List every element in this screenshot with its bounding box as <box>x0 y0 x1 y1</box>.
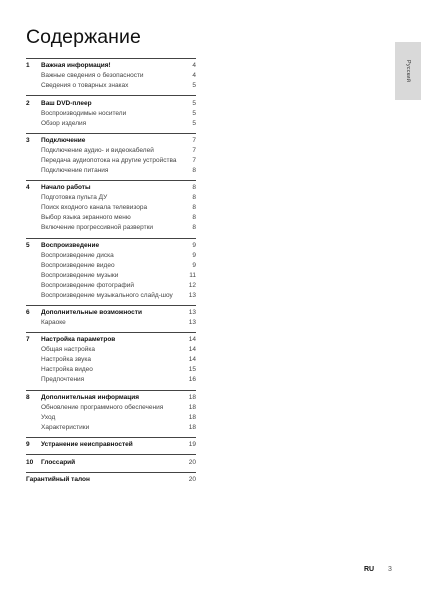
entry-page-number: 13 <box>188 319 196 327</box>
section-number: 9 <box>26 441 30 449</box>
section-title: Глоссарий <box>41 458 76 466</box>
entry-title: Передача аудиопотока на другие устройства <box>41 156 177 164</box>
entry-page-number: 8 <box>192 204 196 212</box>
entry-title: Обзор изделия <box>41 119 87 127</box>
entry-page-number: 4 <box>192 72 196 80</box>
section-number: 6 <box>26 309 30 317</box>
entry-title: Воспроизведение диска <box>41 251 114 259</box>
entry-title: Подключение аудио- и видеокабелей <box>41 146 154 154</box>
toc-entry[interactable] <box>26 251 196 261</box>
entry-title: Настройка видео <box>41 366 93 374</box>
entry-title: Поиск входного канала телевизора <box>41 204 148 212</box>
language-side-tab-label: Русский <box>405 59 411 83</box>
toc-entry[interactable] <box>26 261 196 271</box>
entry-page-number: 8 <box>192 224 196 232</box>
toc-section-heading[interactable] <box>26 458 196 468</box>
toc-entry[interactable] <box>26 403 196 413</box>
toc-section-heading[interactable] <box>26 241 196 251</box>
entry-page-number: 14 <box>188 346 196 354</box>
language-side-tab <box>395 42 421 100</box>
entry-page-number: 9 <box>192 251 196 259</box>
toc-entry[interactable] <box>26 375 196 385</box>
entry-title: Выбор языка экранного меню <box>41 214 131 222</box>
toc-section <box>26 473 196 489</box>
entry-page-number: 12 <box>188 281 196 289</box>
section-page-number: 13 <box>188 309 196 317</box>
entry-title: Предпочтения <box>41 376 85 384</box>
toc-section-heading[interactable] <box>26 440 196 450</box>
entry-page-number: 7 <box>192 156 196 164</box>
toc-section <box>26 333 196 389</box>
section-title: Ваш DVD-плеер <box>41 99 92 107</box>
section-page-number: 7 <box>192 136 196 144</box>
entry-page-number: 18 <box>188 423 196 431</box>
section-page-number: 20 <box>188 475 196 483</box>
section-title: Начало работы <box>41 184 91 192</box>
entry-title: Сведения о товарных знаках <box>41 82 129 90</box>
entry-title: Подключение питания <box>41 166 109 174</box>
entry-title: Воспроизводимые носители <box>41 109 127 117</box>
section-number: 4 <box>26 184 30 192</box>
entry-page-number: 8 <box>192 166 196 174</box>
section-number: 2 <box>26 99 30 107</box>
section-number: 5 <box>26 241 30 249</box>
section-page-number: 20 <box>188 458 196 466</box>
entry-title: Обновление программного обеспечения <box>41 403 164 411</box>
toc-section <box>26 96 196 132</box>
entry-title: Воспроизведение музыкального слайд-шоу <box>41 291 173 299</box>
toc-entry[interactable] <box>26 166 196 176</box>
toc-entry[interactable] <box>26 413 196 423</box>
entry-page-number: 14 <box>188 356 196 364</box>
toc-entry[interactable] <box>26 423 196 433</box>
footer-page-number: 3 <box>388 566 392 573</box>
entry-title: Общая настройка <box>41 346 95 354</box>
section-title: Дополнительные возможности <box>41 309 142 317</box>
section-page-number: 4 <box>192 62 196 70</box>
toc-section-heading[interactable] <box>26 99 196 109</box>
section-page-number: 19 <box>188 441 196 449</box>
section-title: Гарантийный талон <box>26 475 90 483</box>
section-title: Подключение <box>41 136 86 144</box>
entry-page-number: 8 <box>192 214 196 222</box>
toc-section-heading[interactable] <box>26 335 196 345</box>
section-number: 10 <box>26 458 34 466</box>
toc-entry[interactable] <box>26 109 196 119</box>
section-title: Воспроизведение <box>41 241 100 249</box>
toc-section-heading[interactable] <box>26 136 196 146</box>
toc-entry[interactable] <box>26 345 196 355</box>
toc-section-heading[interactable] <box>26 183 196 193</box>
section-number: 3 <box>26 136 30 144</box>
toc-entry[interactable] <box>26 213 196 223</box>
toc-entry[interactable] <box>26 281 196 291</box>
section-page-number: 9 <box>192 241 196 249</box>
entry-page-number: 5 <box>192 109 196 117</box>
entry-page-number: 8 <box>192 194 196 202</box>
toc-entry[interactable] <box>26 119 196 129</box>
section-number: 8 <box>26 393 30 401</box>
entry-page-number: 5 <box>192 82 196 90</box>
entry-page-number: 11 <box>189 271 196 279</box>
toc-entry[interactable] <box>26 81 196 91</box>
toc-section-heading[interactable] <box>26 475 196 485</box>
toc-entry[interactable] <box>26 271 196 281</box>
toc-entry[interactable] <box>26 365 196 375</box>
toc-section <box>26 438 196 454</box>
entry-title: Караоке <box>41 319 66 327</box>
toc-entry[interactable] <box>26 318 196 328</box>
entry-title: Воспроизведение фотографий <box>41 281 135 289</box>
entry-title: Характеристики <box>41 423 90 431</box>
toc-section <box>26 134 196 180</box>
section-page-number: 14 <box>188 336 196 344</box>
section-title: Важная информация! <box>41 62 111 70</box>
section-page-number: 8 <box>192 184 196 192</box>
footer-language-code: RU <box>364 566 375 573</box>
entry-page-number: 7 <box>192 146 196 154</box>
section-page-number: 18 <box>188 393 196 401</box>
entry-page-number: 9 <box>192 261 196 269</box>
toc-section <box>26 391 196 437</box>
entry-page-number: 18 <box>188 403 196 411</box>
toc-entry[interactable] <box>26 223 196 233</box>
toc-entry[interactable] <box>26 193 196 203</box>
toc-section <box>26 455 196 471</box>
toc-entry[interactable] <box>26 71 196 81</box>
toc-section-heading[interactable] <box>26 308 196 318</box>
entry-title: Настройка звука <box>41 356 91 364</box>
toc-entry[interactable] <box>26 355 196 365</box>
toc-section <box>26 59 196 95</box>
toc-entry[interactable] <box>26 291 196 301</box>
toc-entry[interactable] <box>26 203 196 213</box>
section-page-number: 5 <box>192 99 196 107</box>
toc-section-heading[interactable] <box>26 61 196 71</box>
entry-page-number: 13 <box>188 291 196 299</box>
entry-title: Воспроизведение музыки <box>41 271 119 279</box>
entry-page-number: 15 <box>188 366 196 374</box>
toc-entry[interactable] <box>26 146 196 156</box>
section-number: 7 <box>26 336 30 344</box>
entry-title: Подготовка пульта ДУ <box>41 194 108 202</box>
section-title: Дополнительная информация <box>41 393 140 401</box>
entry-page-number: 5 <box>192 119 196 127</box>
section-title: Устранение неисправностей <box>41 441 133 449</box>
entry-title: Включение прогрессивной развертки <box>41 224 154 232</box>
entry-page-number: 16 <box>188 376 196 384</box>
toc-section <box>26 239 196 305</box>
table-of-contents <box>26 58 196 489</box>
entry-title: Уход <box>41 413 56 421</box>
toc-section <box>26 306 196 332</box>
entry-page-number: 18 <box>188 413 196 421</box>
section-title: Настройка параметров <box>41 336 116 344</box>
entry-title: Важные сведения о безопасности <box>41 72 144 80</box>
entry-title: Воспроизведение видео <box>41 261 115 269</box>
toc-section <box>26 181 196 237</box>
toc-entry[interactable] <box>26 156 196 166</box>
toc-section-heading[interactable] <box>26 393 196 403</box>
section-number: 1 <box>26 62 30 70</box>
page-title: Содержание <box>26 26 141 48</box>
